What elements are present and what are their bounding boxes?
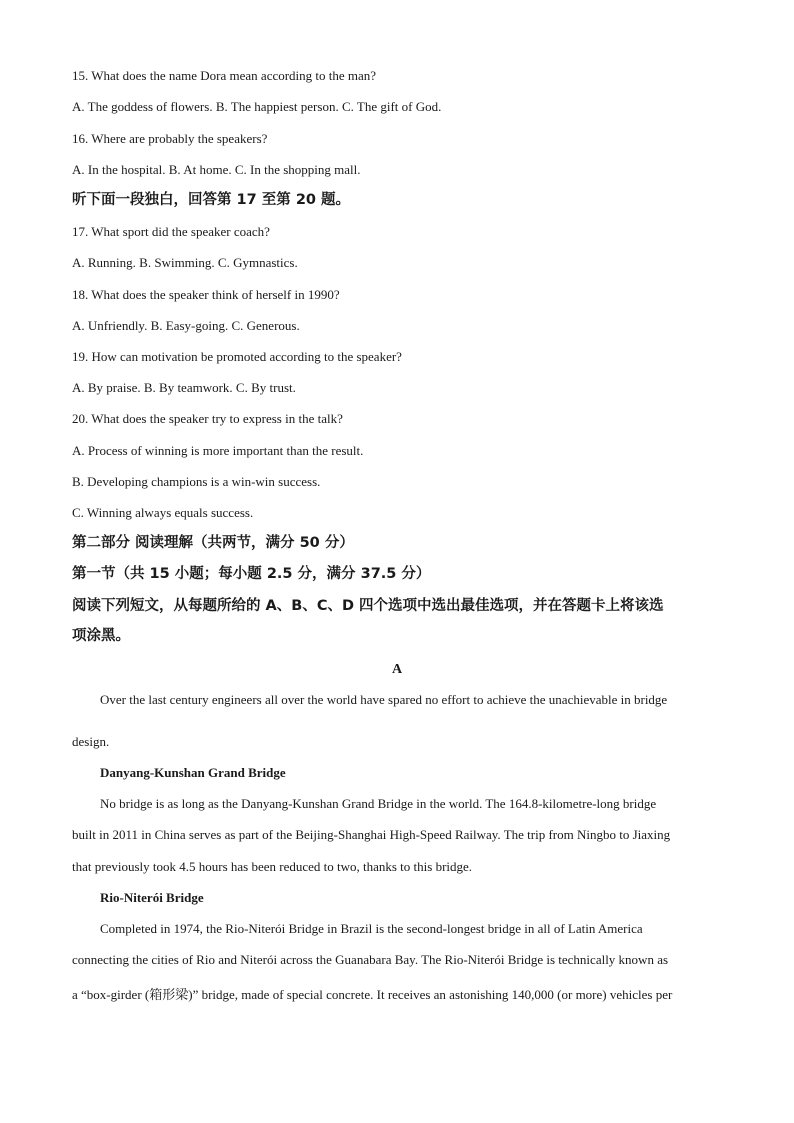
danyang-line1: No bridge is as long as the Danyang-Kunshan Grand Bridge in the world. The 164.8-kilometre-long bridge <box>100 796 657 811</box>
danyang-line2: built in 2011 in China serves as part of the Beijing-Shanghai High-Speed Railway. The trip from Ningbo to Jiaxing <box>72 827 671 842</box>
question-18: 18. What does the speaker think of herself in 1990? <box>72 287 340 302</box>
passage-intro-line1: Over the last century engineers all over the world have spared no effort to achieve the unachievable in bridge <box>100 692 668 707</box>
rio-line3: a “box-girder (箱形梁)” bridge, made of special concrete. It receives an astonishing 140,000 (or more) vehicles per <box>72 987 673 1002</box>
question-20-option-a: A. Process of winning is more important than the result. <box>72 443 364 458</box>
question-19: 19. How can motivation be promoted according to the speaker? <box>72 349 402 364</box>
question-20-option-c: C. Winning always equals success. <box>72 505 254 520</box>
part2-section1: 第一节（共 15 小题；每小题 2.5 分，满分 37.5 分） <box>72 566 431 582</box>
question-16: 16. Where are probably the speakers? <box>72 131 268 146</box>
question-16-options: A. In the hospital. B. At home. C. In the shopping mall. <box>72 162 361 177</box>
question-15-options: A. The goddess of flowers. B. The happiest person. C. The gift of God. <box>72 99 442 114</box>
section-heading-danyang: Danyang-Kunshan Grand Bridge <box>100 765 286 780</box>
question-20: 20. What does the speaker try to express in the talk? <box>72 411 343 426</box>
part2-title: 第二部分 阅读理解（共两节，满分 50 分） <box>72 535 354 551</box>
question-17: 17. What sport did the speaker coach? <box>72 224 270 239</box>
part2-instruction-line2: 项涂黑。 <box>72 628 130 644</box>
question-19-options: A. By praise. B. By teamwork. C. By trust. <box>72 380 296 395</box>
part2-instruction-line1: 阅读下列短文，从每题所给的 A、B、C、D 四个选项中选出最佳选项，并在答题卡上将该选 <box>72 598 664 614</box>
question-20-option-b: B. Developing champions is a win-win success. <box>72 474 321 489</box>
question-17-options: A. Running. B. Swimming. C. Gymnastics. <box>72 255 298 270</box>
rio-line2: connecting the cities of Rio and Niterói across the Guanabara Bay. The Rio-Niterói Bridge is technically known as <box>72 952 669 967</box>
rio-line1: Completed in 1974, the Rio-Niterói Bridge in Brazil is the second-longest bridge in all of Latin America <box>100 921 643 936</box>
passage-letter: A <box>391 662 403 677</box>
question-15: 15. What does the name Dora mean according to the man? <box>72 68 377 83</box>
danyang-line3: that previously took 4.5 hours has been reduced to two, thanks to this bridge. <box>72 859 473 874</box>
monologue-instruction: 听下面一段独白，回答第 17 至第 20 题。 <box>72 192 351 208</box>
section-heading-rio: Rio-Niterói Bridge <box>100 890 204 905</box>
question-18-options: A. Unfriendly. B. Easy-going. C. Generous. <box>72 318 300 333</box>
passage-intro-line2: design. <box>72 734 110 749</box>
